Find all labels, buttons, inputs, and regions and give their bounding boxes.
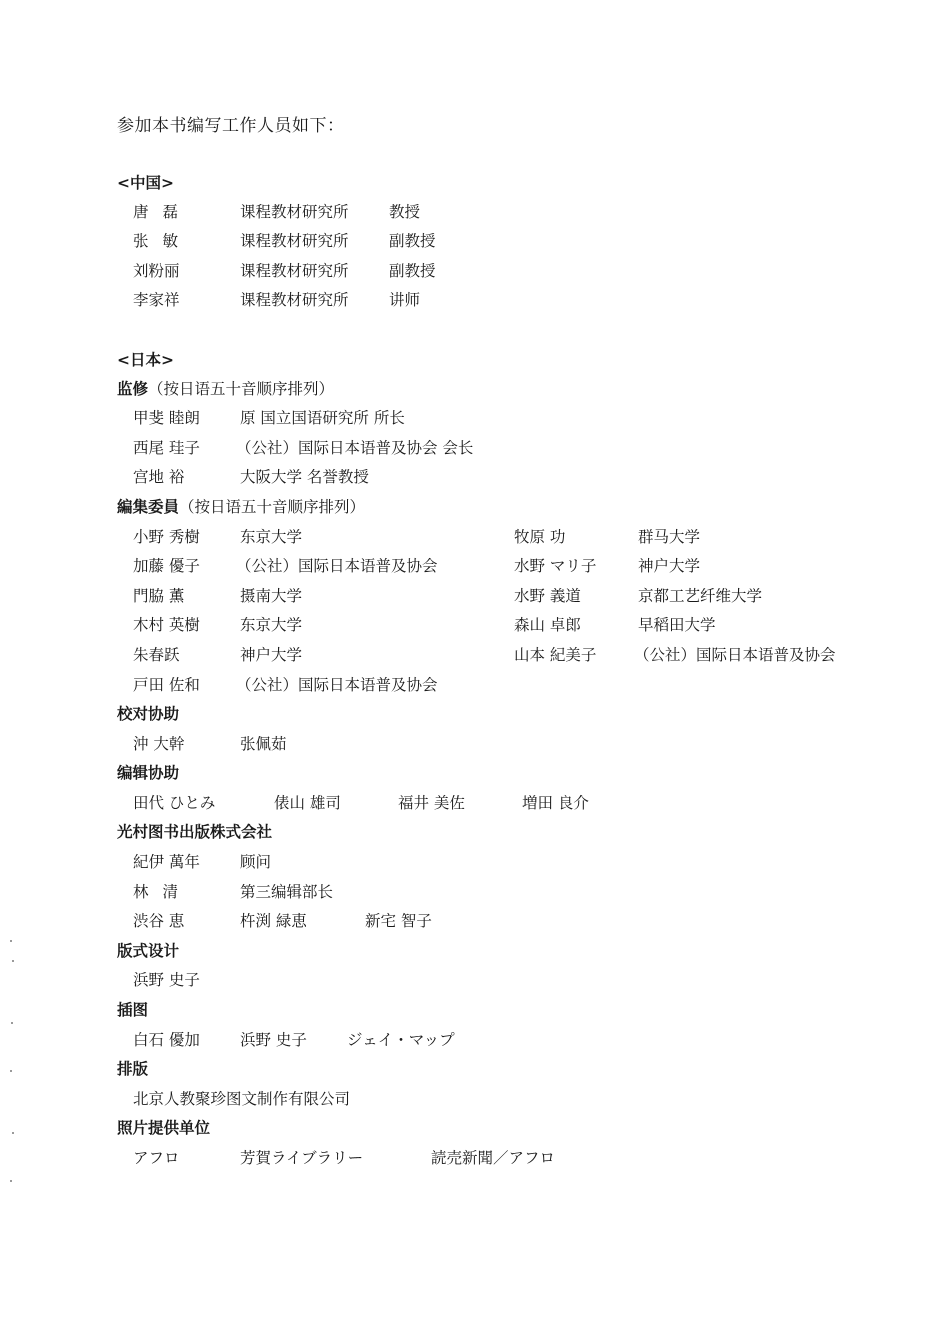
china-row <box>0 200 950 224</box>
typesetting-heading: 排版 <box>117 1060 149 1078</box>
scan-speck <box>12 1132 14 1134</box>
editors-row <box>0 613 950 637</box>
editing-heading: 编辑协助 <box>117 764 180 782</box>
editors-heading <box>117 495 365 517</box>
person-name: 福井 美佐 <box>398 794 465 812</box>
section-note: （按日语五十音顺序排列） <box>148 380 335 398</box>
illustration-row <box>0 1028 950 1052</box>
person-name: 田代 ひとみ <box>133 794 216 812</box>
section-label: 监修 <box>117 380 149 398</box>
person-name: 西尾 珪子 <box>133 439 200 457</box>
person-name: 牧原 功 <box>514 528 566 546</box>
person-name: 刘粉丽 <box>133 262 180 280</box>
scan-speck <box>11 1022 13 1024</box>
company-name: 芳賀ライブラリー <box>240 1149 364 1167</box>
person-org: 课程教材研究所 <box>240 232 349 250</box>
person-name: 門脇 薫 <box>133 587 185 605</box>
person-name: 唐磊 <box>133 203 193 221</box>
person-name: 张佩茹 <box>240 735 287 753</box>
editors-row <box>0 525 950 549</box>
person-name: 加藤 優子 <box>133 557 200 575</box>
person-title: 讲师 <box>389 291 421 309</box>
person-name: 李家祥 <box>133 291 180 309</box>
person-name: 木村 英樹 <box>133 616 200 634</box>
person-title: 副教授 <box>389 262 436 280</box>
section-note: （按日语五十音顺序排列） <box>179 498 366 516</box>
person-name: 小野 秀樹 <box>133 528 200 546</box>
layout-design-heading: 版式设计 <box>117 942 180 960</box>
person-name: 白石 優加 <box>133 1031 200 1049</box>
illustration-heading: 插图 <box>117 1001 149 1019</box>
person-org: 群马大学 <box>638 528 701 546</box>
person-title: 教授 <box>389 203 421 221</box>
person-org: 课程教材研究所 <box>240 262 349 280</box>
person-title: 第三编辑部长 <box>240 883 334 901</box>
person-org: 京都工艺纤维大学 <box>638 587 763 605</box>
person-name: 俵山 雄司 <box>274 794 341 812</box>
section-label: 編集委員 <box>117 498 180 516</box>
person-name: 浜野 史子 <box>133 971 200 989</box>
japan-heading: <日本> <box>117 351 174 369</box>
supervision-row <box>0 406 950 430</box>
person-title: 顾问 <box>240 853 272 871</box>
person-name: 朱春跃 <box>133 646 180 664</box>
person-name: 张敏 <box>133 232 193 250</box>
person-org: 摄南大学 <box>240 587 303 605</box>
person-org: 课程教材研究所 <box>240 203 349 221</box>
person-name: ジェイ・マップ <box>347 1031 455 1049</box>
supervision-heading <box>117 377 334 399</box>
scan-speck <box>10 1180 12 1182</box>
person-desc: 原 国立国语研究所 所长 <box>240 409 405 427</box>
person-name: 渋谷 恵 <box>133 912 185 930</box>
scan-speck <box>10 940 12 942</box>
publisher-row <box>0 909 950 933</box>
photos-row <box>0 1146 950 1170</box>
person-name: 甲斐 睦朗 <box>133 409 200 427</box>
person-name: 山本 紀美子 <box>514 646 597 664</box>
person-org: （公社）国际日本语普及协会 <box>236 557 438 575</box>
person-org: 东京大学 <box>240 616 303 634</box>
china-row <box>0 229 950 253</box>
person-name: 森山 卓郎 <box>514 616 581 634</box>
editors-row <box>0 584 950 608</box>
publisher-heading: 光村图书出版株式会社 <box>117 823 273 841</box>
person-name: 林清 <box>133 883 193 901</box>
person-name: 宫地 裕 <box>133 468 185 486</box>
proofreading-row <box>0 732 950 756</box>
person-org: （公社）国际日本语普及协会 <box>236 676 438 694</box>
china-heading: <中国> <box>117 174 174 192</box>
editing-row <box>0 791 950 815</box>
editors-row <box>0 554 950 578</box>
person-title: 副教授 <box>389 232 436 250</box>
layout-design-row <box>0 968 950 992</box>
person-name: 紀伊 萬年 <box>133 853 200 871</box>
scan-speck <box>10 1070 12 1072</box>
editors-row <box>0 673 950 697</box>
company-name: アフロ <box>133 1149 180 1167</box>
person-org: 神户大学 <box>638 557 701 575</box>
intro-text: 参加本书编写工作人员如下： <box>117 116 345 136</box>
photos-heading: 照片提供单位 <box>117 1119 211 1137</box>
person-name: 水野 マリ子 <box>514 557 597 575</box>
supervision-row <box>0 436 950 460</box>
person-name: 沖 大幹 <box>133 735 185 753</box>
company-name: 読売新聞／アフロ <box>431 1149 556 1167</box>
person-org: （公社）国际日本语普及协会 <box>634 646 836 664</box>
typesetting-row <box>0 1087 950 1111</box>
person-name: 浜野 史子 <box>240 1031 307 1049</box>
proofreading-heading: 校对协助 <box>117 705 180 723</box>
person-desc: （公社）国际日本语普及协会 会长 <box>236 439 474 457</box>
editors-row <box>0 643 950 667</box>
person-org: 东京大学 <box>240 528 303 546</box>
person-org: 课程教材研究所 <box>240 291 349 309</box>
person-name: 新宅 智子 <box>365 912 432 930</box>
publisher-row <box>0 880 950 904</box>
supervision-row <box>0 465 950 489</box>
person-desc: 大阪大学 名誉教授 <box>240 468 369 486</box>
china-row <box>0 259 950 283</box>
person-org: 神户大学 <box>240 646 303 664</box>
person-name: 増田 良介 <box>522 794 589 812</box>
scan-speck <box>12 960 14 962</box>
company-name: 北京人教聚珍图文制作有限公司 <box>133 1090 351 1108</box>
person-name: 水野 義道 <box>514 587 581 605</box>
person-name: 杵渕 緑恵 <box>240 912 307 930</box>
person-org: 早稻田大学 <box>638 616 716 634</box>
person-name: 戸田 佐和 <box>133 676 200 694</box>
china-row <box>0 288 950 312</box>
publisher-row <box>0 850 950 874</box>
